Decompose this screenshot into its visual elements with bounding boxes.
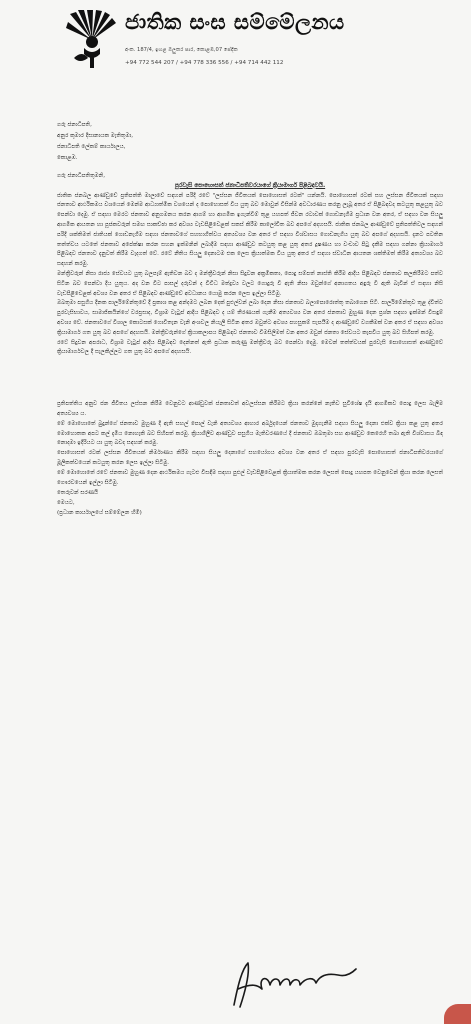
body-paragraph: ඔබතුමා පසුගිය දිනක පාර්ලිමේන්තුවේ දී ප්‍රකාශ කළ අන්දමට ලබන දෙක් පුළුල්වන් ලබා දෙන නිසා ජනතාව බලාපොරොත්තු තබාගෙන සිටී. පාර්ලිමේන්තුව තුළ ද්විත්ව පුරවැසිභාවය, සාමාජිකයින්ගේ වරප්‍රසාද, විශ්‍රාම වැටුප් ආදිය පිළිබඳව ද යම් තීරණයක් ගැනීම අත්‍යවශ්‍ය වන අතර ජනතාව මුහුණ දෙන ප්‍රශ්න සඳහා ඉක්මන් විසඳුම් අවශ්‍ය වේ. ජනතාවගේ විශාල කොටසක් ගොවිතැන වැනි අංශවල නියැලී සිටින අතර ඔවුන්ට අවශ්‍ය පහසුකම් සැපයීම ද ආණ්ඩුවේ වගකීමක් වන අතර ඒ සඳහා අවශ්‍ය ක්‍රියාමාර්ග ගත යුතු බව අපගේ අදහසයි. මන්ත්‍රීවරුන්ගේ ක්‍රියාකලාපය පිළිබඳව ජනතාව විමසිලිමත් වන අතර ඔවුන් ජනතා සේවයට කැපවිය යුතු බව සිහිපත් කරමු. (57, 300, 443, 336)
letter-subject: පුරවැසි පොහොසත් ජනාධිපතිවරයාගේ ක්‍රියාමාර්ග පිළිබඳවයි. (174, 182, 326, 189)
organization-logo-icon (66, 10, 118, 70)
letterhead (0, 0, 471, 78)
closing-line: මෙයට, (57, 500, 75, 507)
body-paragraph: මේ මොහොතේ බුදුන්ගේ ජනතාව මුහුණ දී ඇති සහල් පොල් වැනි අත්‍යවශ්‍ය ආහාර අර්බුදයෙන් ජනතාව මුදාගැනීම සඳහා සියලු දෙනා එක්ව ක්‍රියා කළ යුතු අතර මොහොතක අපට කල් දැමිය නොහැකි බව සිහිපත් කරමු. ක්‍රියාශීලීව ආණ්ඩුව පසුගිය මැතිවරණයේ දී ජනතාව ඔබතුමා සහ ආණ්ඩුව කෙරෙහි තබා ඇති විශ්වාසය බිඳ නොදමා ඉදිරියට යා යුතු බවද සඳහන් කරමු. (57, 420, 443, 447)
recipient-line: ගරු ජනාධිපති, (57, 122, 92, 128)
organization-name: ජාතික සංඝ සම්මේලනය (125, 10, 345, 34)
closing-block (57, 488, 443, 518)
letter-body (57, 120, 443, 518)
corner-mark (444, 1004, 471, 1024)
body-paragraph: පොහොසත් රටක් ලස්සන ජීවිතයක් නිර්මාණය කිරීම සඳහා සියලු දෙනාගේ සහයෝගය අවශ්‍ය වන අතර ඒ සඳහා පුරවැසි පොහොසත් ජනාධිපතිවරයාගේ මූලිකත්වයෙන් කටයුතු කරන ලෙස ඉල්ලා සිටිමු. (57, 450, 443, 466)
recipient-line: අනුර කුමාර දිසානායක මැතිතුමා, (57, 133, 134, 139)
recipient-line: කොළඹ. (57, 155, 78, 161)
recipient-line: ජනාධිපති ලේකම් කාර්යාලය, (57, 144, 126, 150)
body-paragraph: රටේ සිදුවන අපරාධ, විශ්‍රාම වැටුප් ආදිය පිළිබඳව දෙන්නත් ඇති ප්‍රධාන කරුණු මන්ත්‍රීවරු බව පෙන්වා දෙමු. මෙවන් තත්ත්වයක් පුරවැසි පොහොසත් ආණ්ඩුවේ ක්‍රියාමාර්ගවල දී සැලකිල්ලට ගත යුතු බව අපගේ අදහසයි. (57, 339, 443, 356)
body-paragraph: මේ මොහොතේ රටේ ජනතාව මුහුණ දෙන ආර්ථිකමය ගැටළු විසඳීම සඳහා පුළුල් වැඩපිළිවෙළක් ක්‍රියාත්මක කරන ලෙසත් පොදු යහපත වෙනුවෙන් ක්‍රියා කරන ලෙසත් ගෞරවයෙන් ඉල්ලා සිටිමු. (57, 469, 443, 486)
body-paragraph: ජාතික ජනබල ආණ්ඩුවේ ප්‍රතිපත්ති මාලාවේ සඳහන් පරිදි රටේ "ලස්සන ජීවිතයක් පොහොසත් රටක්" යන්නයි. පොහොසත් රටක් සහ ලස්සන ජීවිතයක් සඳහා ජනතාව ආර්ථිකමය වශයෙන් මෙන්ම ආධ්‍යාත්මික වශයෙන් ද පොහොසත් විය යුතු බව මොවුන් විසින්ම අවධාරණය කරනු ලැබූ අතර ඒ පිළිබඳවද කටයුතු කළයුතු බව පෙන්වා දෙමු. ඒ සඳහා මෙරට ජනතාව අනුගමනය කරන ආගම් හා ආගමික ඉගැන්වීම් තුළ යහපත් ජීවන රටාවක් ගොඩනැගීම ප්‍රධාන වන අතර, ඒ සඳහා වන සියලු ආගමික ආයතන හා පූජකවරුන් සමඟ සාකච්ඡා කර අවශ්‍ය වැඩපිළිවෙළක් සකස් කිරීම කාලෝචිත බව අපගේ අදහසයි. ජාතික ජනබල ආණ්ඩුවේ ප්‍රතිපත්තිවල සඳහන් පරිදි ශක්තිමත් ජාතියක් ගොඩනැගීම සඳහා ජනතාවගේ සහභාගිත්වය අත්‍යවශ්‍ය වන අතර ඒ සඳහා විශ්වාසය ගොඩනැගිය යුතු බව අපගේ අදහසයි. දැනට පවතින තත්ත්වය යටතේ ජනතාව අපේක්ෂා කරන සහන ඉක්මනින් ලබාදීම සඳහා ආණ්ඩුව කටයුතු කළ යුතු අතර දූෂණය හා වංචාව පිටු දැකීම සඳහා ගන්නා ක්‍රියාමාර්ග පිළිබඳව ජනතාව දැනුවත් කිරීම වැදගත් වේ. රටේ නීතිය සියලු දෙනාටම එක ලෙස ක්‍රියාත්මක විය යුතු අතර ඒ සඳහා ස්වාධීන ආයතන ශක්තිමත් කිරීම අත්‍යවශ්‍ය බව සඳහන් කරමු. (57, 192, 443, 268)
closing-line: තෙරුවන් සරණයි (57, 490, 99, 497)
closing-line: (ප්‍රධාන කාර්යාලයේ සම්මේලන හිමි) (57, 510, 142, 517)
handwritten-signature (228, 955, 358, 1010)
salutation: ගරු ජනාධිපතිතුමනි, (57, 173, 105, 179)
organization-address: අංක. 187/4, ඉහළ ඔලුකර පාර, කොළඹ,07 පේඳික (125, 47, 238, 53)
body-paragraph: මන්ත්‍රීවරුන් නිසා රාජ්‍ය සේවයට යුතු බලපෑම් ඇතිවන බව ද මන්ත්‍රීවරුන් නිසා සිදුවන අක්‍රමිකතා, පොදු සම්පත් නාස්ති කිරීම ආදිය පිළිබඳව ජනතාව කලකිරීමට පත්ව සිටින බව පෙන්වා දිය යුතුය. අද වන විට පාසල් දරුවන් ද විවිධ මත්ද්‍රව්‍ය වලට ගොදුරු වී ඇති නිසා ඔවුන්ගේ අනාගතය අඳුරු වී ඇති බැවින් ඒ සඳහා නිසි වැඩපිළිවෙළක් අවශ්‍ය වන අතර ඒ පිළිබඳව ආණ්ඩුවේ අවධානය යොමු කරන ලෙස ඉල්ලා සිටිමු. (57, 270, 443, 297)
recipient-address (57, 120, 443, 164)
paragraph-gap (57, 358, 443, 400)
organization-phones: +94 772 544 207 / +94 778 336 556 / +94 714 442 112 (125, 60, 284, 66)
body-paragraph: ප්‍රතිපත්තිය අනුව ජන ජීවිතය ලස්සන කිරීම වෙනුවට ආණ්ඩුවක් ජනතාවත් අවලස්සන කිරීමට ක්‍රියා කරන්නේ නැතිව සුවිශේෂ දැයි ආගමිකව පොදු ලෙස බැලීම අත්‍යවශ්‍ය ය. (57, 401, 443, 417)
